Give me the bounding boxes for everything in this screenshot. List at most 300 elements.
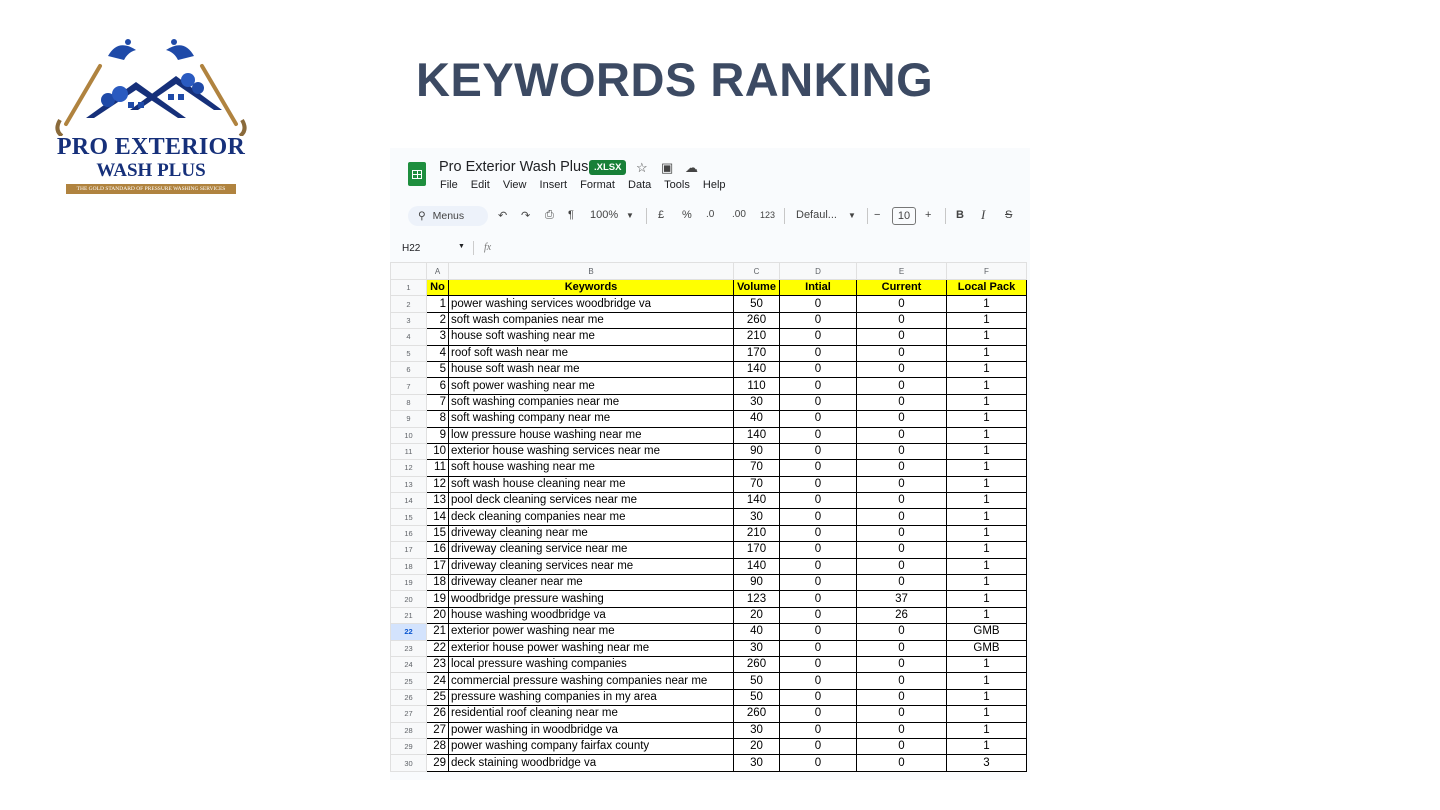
- cell-current[interactable]: 0: [857, 624, 947, 640]
- cell-volume[interactable]: 260: [734, 312, 780, 328]
- cell-local-pack[interactable]: 1: [947, 706, 1027, 722]
- cell-local-pack[interactable]: 3: [947, 755, 1027, 771]
- cell-keyword[interactable]: power washing services woodbridge va: [449, 296, 734, 312]
- cell-volume[interactable]: 30: [734, 722, 780, 738]
- zoom-dropdown-icon[interactable]: ▼: [626, 211, 634, 220]
- column-header[interactable]: E: [857, 263, 947, 280]
- cell-volume[interactable]: 170: [734, 345, 780, 361]
- cell-local-pack[interactable]: 1: [947, 673, 1027, 689]
- cell-current[interactable]: 0: [857, 706, 947, 722]
- cell-volume[interactable]: 90: [734, 575, 780, 591]
- cell-local-pack[interactable]: 1: [947, 607, 1027, 623]
- cell-volume[interactable]: 20: [734, 607, 780, 623]
- cell-initial[interactable]: 0: [780, 607, 857, 623]
- cell-no[interactable]: 9: [427, 427, 449, 443]
- header-local-pack[interactable]: Local Pack: [947, 280, 1027, 296]
- row-number[interactable]: 4: [391, 329, 427, 345]
- cell-current[interactable]: 0: [857, 493, 947, 509]
- cell-initial[interactable]: 0: [780, 689, 857, 705]
- row-number[interactable]: 13: [391, 476, 427, 492]
- cell-current[interactable]: 0: [857, 673, 947, 689]
- cell-volume[interactable]: 260: [734, 656, 780, 672]
- cell-local-pack[interactable]: 1: [947, 525, 1027, 541]
- row-number[interactable]: 15: [391, 509, 427, 525]
- cell-initial[interactable]: 0: [780, 361, 857, 377]
- fx-icon: fx: [484, 242, 492, 253]
- move-folder-icon[interactable]: ▣: [661, 160, 674, 175]
- logo-line1: PRO EXTERIOR: [56, 134, 246, 160]
- cell-local-pack[interactable]: 1: [947, 394, 1027, 410]
- formula-divider: [473, 241, 474, 255]
- logo-graphic: [38, 36, 264, 136]
- cell-no[interactable]: 12: [427, 476, 449, 492]
- row-number[interactable]: 3: [391, 312, 427, 328]
- cell-no[interactable]: 19: [427, 591, 449, 607]
- cloud-status-icon[interactable]: ☁: [685, 160, 698, 175]
- cell-initial[interactable]: 0: [780, 427, 857, 443]
- cell-initial[interactable]: 0: [780, 411, 857, 427]
- cell-keyword[interactable]: house soft washing near me: [449, 329, 734, 345]
- cell-volume[interactable]: 140: [734, 558, 780, 574]
- cell-volume[interactable]: 20: [734, 738, 780, 754]
- menu-help[interactable]: Help: [702, 179, 726, 191]
- menu-search[interactable]: [408, 206, 488, 226]
- italic-button[interactable]: I: [981, 207, 986, 222]
- cell-current[interactable]: 0: [857, 329, 947, 345]
- cell-keyword[interactable]: residential roof cleaning near me: [449, 706, 734, 722]
- table-row: [391, 345, 1027, 361]
- search-icon: ⚲: [418, 210, 426, 222]
- bold-button[interactable]: B: [956, 209, 964, 221]
- table-row: [391, 558, 1027, 574]
- cell-initial[interactable]: 0: [780, 509, 857, 525]
- cell-keyword[interactable]: deck cleaning companies near me: [449, 509, 734, 525]
- header-no[interactable]: No: [427, 280, 449, 296]
- cell-local-pack[interactable]: 1: [947, 427, 1027, 443]
- table-row: [391, 591, 1027, 607]
- menu-search-label: Menus: [432, 210, 465, 222]
- cell-current[interactable]: 0: [857, 575, 947, 591]
- table-row: [391, 296, 1027, 312]
- cell-keyword[interactable]: power washing in woodbridge va: [449, 722, 734, 738]
- cell-local-pack[interactable]: 1: [947, 443, 1027, 459]
- table-row: [391, 509, 1027, 525]
- row-number[interactable]: 27: [391, 706, 427, 722]
- row-number[interactable]: 17: [391, 542, 427, 558]
- row-number[interactable]: 25: [391, 673, 427, 689]
- table-row: [391, 427, 1027, 443]
- cell-initial[interactable]: 0: [780, 755, 857, 771]
- cell-current[interactable]: 0: [857, 460, 947, 476]
- table-row: [391, 656, 1027, 672]
- cell-initial[interactable]: 0: [780, 640, 857, 656]
- cell-no[interactable]: 21: [427, 624, 449, 640]
- cell-local-pack[interactable]: 1: [947, 591, 1027, 607]
- cell-no[interactable]: 8: [427, 411, 449, 427]
- cell-volume[interactable]: 30: [734, 755, 780, 771]
- cell-initial[interactable]: 0: [780, 345, 857, 361]
- row-number[interactable]: 7: [391, 378, 427, 394]
- cell-local-pack[interactable]: 1: [947, 575, 1027, 591]
- table-row: [391, 738, 1027, 754]
- row-number[interactable]: 16: [391, 525, 427, 541]
- menu-tools[interactable]: Tools: [664, 179, 690, 191]
- cell-volume[interactable]: 140: [734, 493, 780, 509]
- row-number[interactable]: 24: [391, 656, 427, 672]
- cell-initial[interactable]: 0: [780, 296, 857, 312]
- cell-local-pack[interactable]: 1: [947, 493, 1027, 509]
- company-logo: [38, 36, 264, 198]
- table-row: [391, 493, 1027, 509]
- cell-current[interactable]: 0: [857, 525, 947, 541]
- cell-volume[interactable]: 30: [734, 394, 780, 410]
- cell-keyword[interactable]: driveway cleaner near me: [449, 575, 734, 591]
- cell-local-pack[interactable]: 1: [947, 689, 1027, 705]
- cell-no[interactable]: 4: [427, 345, 449, 361]
- font-size-input[interactable]: 10: [892, 207, 916, 225]
- cell-volume[interactable]: 210: [734, 525, 780, 541]
- zoom-select[interactable]: 100%: [590, 209, 619, 221]
- cell-initial[interactable]: 0: [780, 624, 857, 640]
- row-number[interactable]: 14: [391, 493, 427, 509]
- cell-keyword[interactable]: exterior house power washing near me: [449, 640, 734, 656]
- cell-initial[interactable]: 0: [780, 525, 857, 541]
- cell-no[interactable]: 3: [427, 329, 449, 345]
- table-row: [391, 575, 1027, 591]
- cell-no[interactable]: 18: [427, 575, 449, 591]
- menu-bar: [440, 179, 736, 191]
- table-row: [391, 755, 1027, 771]
- sheets-logo-icon: [408, 162, 426, 186]
- currency-format-button[interactable]: £: [658, 209, 665, 221]
- cell-current[interactable]: 0: [857, 656, 947, 672]
- cell-no[interactable]: 10: [427, 443, 449, 459]
- cell-no[interactable]: 14: [427, 509, 449, 525]
- cell-no[interactable]: 13: [427, 493, 449, 509]
- toolbar: [408, 205, 1030, 229]
- row-number[interactable]: 8: [391, 394, 427, 410]
- row-number[interactable]: 18: [391, 558, 427, 574]
- cell-current[interactable]: 0: [857, 509, 947, 525]
- cell-current[interactable]: 0: [857, 411, 947, 427]
- cell-current[interactable]: 0: [857, 558, 947, 574]
- cell-current[interactable]: 0: [857, 427, 947, 443]
- cell-initial[interactable]: 0: [780, 706, 857, 722]
- cell-no[interactable]: 17: [427, 558, 449, 574]
- cell-keyword[interactable]: soft wash companies near me: [449, 312, 734, 328]
- row-number[interactable]: 12: [391, 460, 427, 476]
- table-row: [391, 673, 1027, 689]
- cell-volume[interactable]: 30: [734, 509, 780, 525]
- cell-no[interactable]: 6: [427, 378, 449, 394]
- cell-no[interactable]: 22: [427, 640, 449, 656]
- corner-cell[interactable]: [391, 263, 427, 280]
- number-format-button[interactable]: 123: [760, 210, 776, 220]
- cell-keyword[interactable]: pool deck cleaning services near me: [449, 493, 734, 509]
- row-number[interactable]: 22: [391, 624, 427, 640]
- cell-local-pack[interactable]: 1: [947, 509, 1027, 525]
- cell-keyword[interactable]: house soft wash near me: [449, 361, 734, 377]
- table-row: [391, 624, 1027, 640]
- cell-volume[interactable]: 140: [734, 427, 780, 443]
- cell-keyword[interactable]: soft power washing near me: [449, 378, 734, 394]
- cell-current[interactable]: 0: [857, 361, 947, 377]
- table-row: [391, 607, 1027, 623]
- table-row: [391, 722, 1027, 738]
- menu-format[interactable]: Format: [580, 179, 615, 191]
- cell-no[interactable]: 25: [427, 689, 449, 705]
- menu-insert[interactable]: Insert: [539, 179, 568, 191]
- cell-local-pack[interactable]: 1: [947, 722, 1027, 738]
- toolbar-divider: [646, 208, 647, 224]
- cell-no[interactable]: 24: [427, 673, 449, 689]
- spreadsheet-grid[interactable]: [390, 262, 1030, 772]
- cell-volume[interactable]: 50: [734, 673, 780, 689]
- table-row: [391, 460, 1027, 476]
- row-number[interactable]: 29: [391, 738, 427, 754]
- cell-keyword[interactable]: power washing company fairfax county: [449, 738, 734, 754]
- cell-keyword[interactable]: deck staining woodbridge va: [449, 755, 734, 771]
- cell-local-pack[interactable]: 1: [947, 656, 1027, 672]
- cell-initial[interactable]: 0: [780, 673, 857, 689]
- row-number[interactable]: 2: [391, 296, 427, 312]
- cell-keyword[interactable]: driveway cleaning services near me: [449, 558, 734, 574]
- table-row: [391, 312, 1027, 328]
- cell-current[interactable]: 0: [857, 378, 947, 394]
- cell-volume[interactable]: 140: [734, 361, 780, 377]
- table-row: [391, 689, 1027, 705]
- table-row: [391, 329, 1027, 345]
- page-title: KEYWORDS RANKING: [416, 53, 934, 106]
- menu-data[interactable]: Data: [628, 179, 652, 191]
- table-row: [391, 443, 1027, 459]
- cell-initial[interactable]: 0: [780, 738, 857, 754]
- cell-keyword[interactable]: driveway cleaning service near me: [449, 542, 734, 558]
- cell-initial[interactable]: 0: [780, 722, 857, 738]
- table-row: [391, 476, 1027, 492]
- cell-no[interactable]: 23: [427, 656, 449, 672]
- strikethrough-icon[interactable]: S: [1005, 209, 1013, 221]
- cell-current[interactable]: 0: [857, 345, 947, 361]
- table-row: [391, 640, 1027, 656]
- cell-no[interactable]: 29: [427, 755, 449, 771]
- cell-local-pack[interactable]: 1: [947, 312, 1027, 328]
- cell-current[interactable]: 0: [857, 542, 947, 558]
- cell-initial[interactable]: 0: [780, 378, 857, 394]
- decrease-font-size-button[interactable]: −: [874, 209, 881, 221]
- cell-local-pack[interactable]: 1: [947, 558, 1027, 574]
- cell-local-pack[interactable]: 1: [947, 345, 1027, 361]
- row-number[interactable]: 9: [391, 411, 427, 427]
- cell-local-pack[interactable]: 1: [947, 329, 1027, 345]
- font-dropdown-icon[interactable]: ▼: [848, 211, 856, 220]
- cell-local-pack[interactable]: 1: [947, 378, 1027, 394]
- cell-local-pack[interactable]: 1: [947, 542, 1027, 558]
- cell-keyword[interactable]: commercial pressure washing companies near me: [449, 673, 734, 689]
- toolbar-divider: [945, 208, 946, 224]
- cell-initial[interactable]: 0: [780, 312, 857, 328]
- cell-initial[interactable]: 0: [780, 394, 857, 410]
- table-row: [391, 525, 1027, 541]
- cell-current[interactable]: 0: [857, 476, 947, 492]
- print-icon[interactable]: ⎙: [545, 209, 554, 221]
- cell-initial[interactable]: 0: [780, 460, 857, 476]
- cell-initial[interactable]: 0: [780, 558, 857, 574]
- cell-current[interactable]: 26: [857, 607, 947, 623]
- header-keywords[interactable]: Keywords: [449, 280, 734, 296]
- cell-volume[interactable]: 40: [734, 624, 780, 640]
- row-number[interactable]: 19: [391, 575, 427, 591]
- cell-volume[interactable]: 170: [734, 542, 780, 558]
- header-volume[interactable]: Volume: [734, 280, 780, 296]
- cell-no[interactable]: 11: [427, 460, 449, 476]
- table-row: [391, 542, 1027, 558]
- cell-current[interactable]: 0: [857, 722, 947, 738]
- cell-keyword[interactable]: roof soft wash near me: [449, 345, 734, 361]
- cell-initial[interactable]: 0: [780, 656, 857, 672]
- cell-initial[interactable]: 0: [780, 575, 857, 591]
- cell-initial[interactable]: 0: [780, 476, 857, 492]
- row-number[interactable]: 26: [391, 689, 427, 705]
- cell-no[interactable]: 27: [427, 722, 449, 738]
- row-number[interactable]: 11: [391, 443, 427, 459]
- toolbar-divider: [784, 208, 785, 224]
- cell-volume[interactable]: 90: [734, 443, 780, 459]
- logo-tagline: THE GOLD STANDARD OF PRESSURE WASHING SERVICES: [66, 184, 236, 194]
- cell-local-pack[interactable]: 1: [947, 296, 1027, 312]
- header-initial[interactable]: Intial: [780, 280, 857, 296]
- cell-volume[interactable]: 123: [734, 591, 780, 607]
- cell-keyword[interactable]: soft wash house cleaning near me: [449, 476, 734, 492]
- column-header[interactable]: B: [449, 263, 734, 280]
- cell-local-pack[interactable]: 1: [947, 738, 1027, 754]
- undo-icon[interactable]: ↶: [498, 210, 508, 222]
- percent-format-button[interactable]: %: [682, 209, 692, 221]
- row-number[interactable]: 21: [391, 607, 427, 623]
- row-number[interactable]: 1: [391, 280, 427, 296]
- table-row: [391, 394, 1027, 410]
- cell-volume[interactable]: 40: [734, 411, 780, 427]
- cell-no[interactable]: 20: [427, 607, 449, 623]
- cell-current[interactable]: 0: [857, 689, 947, 705]
- cell-keyword[interactable]: local pressure washing companies: [449, 656, 734, 672]
- cell-keyword[interactable]: pressure washing companies in my area: [449, 689, 734, 705]
- name-box-dropdown-icon[interactable]: ▼: [458, 243, 465, 250]
- menu-edit[interactable]: Edit: [470, 179, 490, 191]
- table-row: [391, 378, 1027, 394]
- cell-no[interactable]: 5: [427, 361, 449, 377]
- cell-initial[interactable]: 0: [780, 591, 857, 607]
- font-select[interactable]: Defaul...: [796, 209, 837, 221]
- cell-current[interactable]: 0: [857, 443, 947, 459]
- row-number[interactable]: 10: [391, 427, 427, 443]
- cell-volume[interactable]: 50: [734, 689, 780, 705]
- row-number[interactable]: 23: [391, 640, 427, 656]
- cell-initial[interactable]: 0: [780, 329, 857, 345]
- menu-file[interactable]: File: [440, 179, 458, 191]
- cell-initial[interactable]: 0: [780, 493, 857, 509]
- cell-local-pack[interactable]: GMB: [947, 640, 1027, 656]
- column-header[interactable]: A: [427, 263, 449, 280]
- star-icon[interactable]: ☆: [636, 160, 648, 175]
- cell-keyword[interactable]: soft washing companies near me: [449, 394, 734, 410]
- cell-current[interactable]: 0: [857, 738, 947, 754]
- cell-no[interactable]: 28: [427, 738, 449, 754]
- menu-view[interactable]: View: [502, 179, 527, 191]
- cell-no[interactable]: 7: [427, 394, 449, 410]
- cell-current[interactable]: 0: [857, 640, 947, 656]
- cell-keyword[interactable]: soft house washing near me: [449, 460, 734, 476]
- cell-no[interactable]: 2: [427, 312, 449, 328]
- row-number[interactable]: 28: [391, 722, 427, 738]
- cell-local-pack[interactable]: 1: [947, 476, 1027, 492]
- cell-volume[interactable]: 30: [734, 640, 780, 656]
- cell-no[interactable]: 1: [427, 296, 449, 312]
- redo-icon[interactable]: ↷: [521, 210, 531, 222]
- increase-decimal-button[interactable]: .00: [732, 209, 746, 220]
- cell-no[interactable]: 26: [427, 706, 449, 722]
- header-current[interactable]: Current: [857, 280, 947, 296]
- table-header-row: [391, 280, 1027, 296]
- cell-current[interactable]: 37: [857, 591, 947, 607]
- row-number[interactable]: 20: [391, 591, 427, 607]
- cell-keyword[interactable]: woodbridge pressure washing: [449, 591, 734, 607]
- paint-format-icon[interactable]: ¶: [568, 209, 574, 221]
- cell-volume[interactable]: 110: [734, 378, 780, 394]
- cell-local-pack[interactable]: GMB: [947, 624, 1027, 640]
- cell-current[interactable]: 0: [857, 312, 947, 328]
- name-box[interactable]: H22: [402, 243, 421, 254]
- column-header-row: [391, 263, 1027, 280]
- cell-keyword[interactable]: low pressure house washing near me: [449, 427, 734, 443]
- logo-line2: WASH PLUS: [96, 160, 206, 181]
- cell-keyword[interactable]: house washing woodbridge va: [449, 607, 734, 623]
- row-number[interactable]: 5: [391, 345, 427, 361]
- cell-local-pack[interactable]: 1: [947, 361, 1027, 377]
- cell-volume[interactable]: 210: [734, 329, 780, 345]
- column-header[interactable]: C: [734, 263, 780, 280]
- cell-keyword[interactable]: driveway cleaning near me: [449, 525, 734, 541]
- cell-current[interactable]: 0: [857, 394, 947, 410]
- cell-local-pack[interactable]: 1: [947, 411, 1027, 427]
- cell-initial[interactable]: 0: [780, 542, 857, 558]
- cell-keyword[interactable]: exterior power washing near me: [449, 624, 734, 640]
- toolbar-divider: [867, 208, 868, 224]
- cell-no[interactable]: 16: [427, 542, 449, 558]
- file-type-badge: .XLSX: [589, 160, 626, 175]
- cell-volume[interactable]: 260: [734, 706, 780, 722]
- row-number[interactable]: 6: [391, 361, 427, 377]
- cell-keyword[interactable]: exterior house washing services near me: [449, 443, 734, 459]
- cell-current[interactable]: 0: [857, 755, 947, 771]
- increase-font-size-button[interactable]: +: [925, 209, 932, 221]
- cell-volume[interactable]: 70: [734, 460, 780, 476]
- decrease-decimal-button[interactable]: .0: [706, 209, 715, 220]
- column-header[interactable]: D: [780, 263, 857, 280]
- table-row: [391, 361, 1027, 377]
- row-number[interactable]: 30: [391, 755, 427, 771]
- cell-volume[interactable]: 70: [734, 476, 780, 492]
- cell-no[interactable]: 15: [427, 525, 449, 541]
- cell-initial[interactable]: 0: [780, 443, 857, 459]
- cell-current[interactable]: 0: [857, 296, 947, 312]
- table-row: [391, 706, 1027, 722]
- document-title[interactable]: Pro Exterior Wash Plus: [439, 159, 589, 175]
- cell-volume[interactable]: 50: [734, 296, 780, 312]
- cell-local-pack[interactable]: 1: [947, 460, 1027, 476]
- cell-keyword[interactable]: soft washing company near me: [449, 411, 734, 427]
- column-header[interactable]: F: [947, 263, 1027, 280]
